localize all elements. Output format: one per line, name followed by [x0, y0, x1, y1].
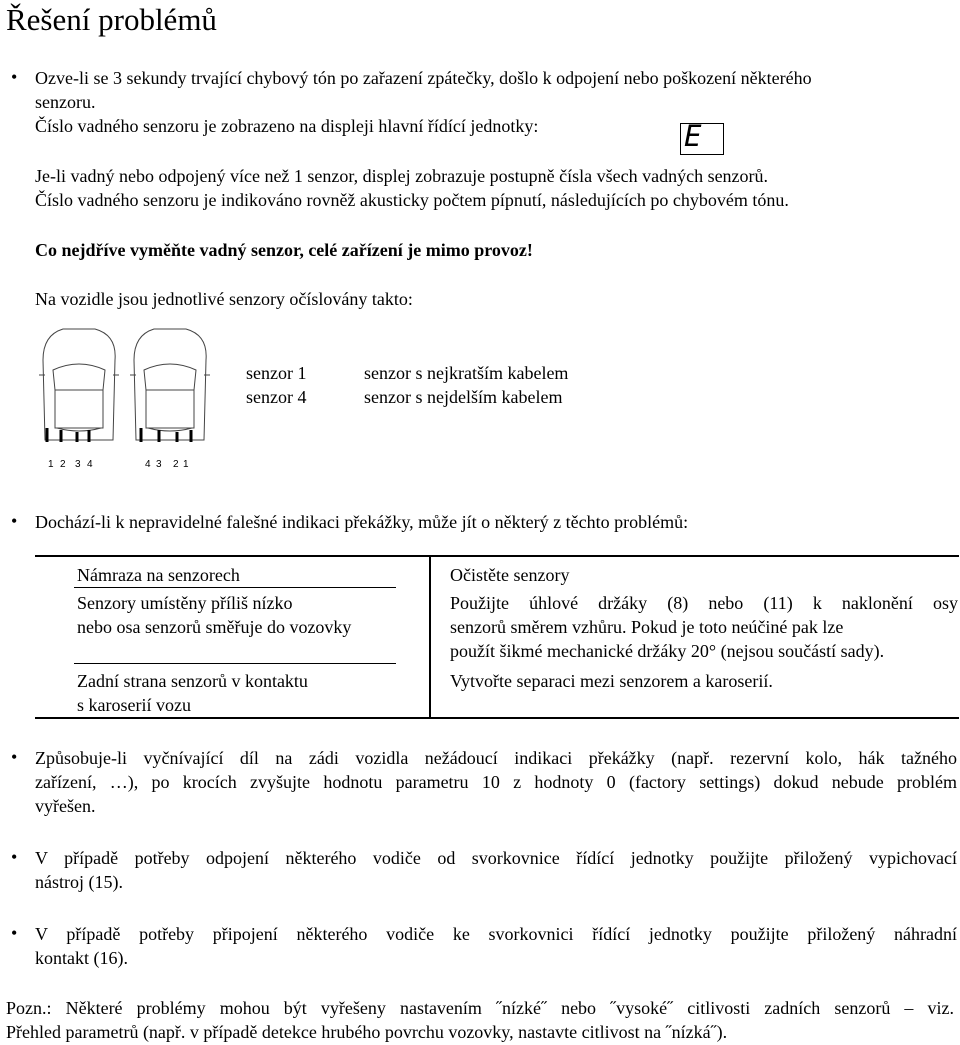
bullet-marker: •: [11, 847, 18, 867]
table-cell-problem: Námraza na senzorech: [77, 565, 240, 585]
sensor-number-label: 2: [60, 459, 66, 470]
paragraph-line: zařízení, …), po krocích zvyšujte hodnotu parametru 10 z hodnoty 0 (factory settings) dokud nebude problém: [35, 772, 957, 792]
warning-text: Co nejdříve vyměňte vadný senzor, celé zařízení je mimo provoz!: [35, 240, 533, 260]
paragraph-line: Dochází-li k nepravidelné falešné indikaci překážky, může jít o některý z těchto problémů:: [35, 512, 689, 532]
bullet-marker: •: [11, 511, 18, 531]
paragraph-line: senzoru.: [35, 92, 96, 112]
problem-table: [35, 555, 959, 719]
note-line: Přehled parametrů (např. v případě detekce hrubého povrchu vozovky, nastavte citlivost na ˝nízká˝).: [6, 1022, 728, 1042]
row-separator: [74, 663, 396, 664]
sensor-number-label: 1: [48, 459, 54, 470]
sensor-number-label: 3: [156, 459, 162, 470]
table-cell-solution: Očistěte senzory: [450, 565, 570, 585]
table-cell-solution: Vytvořte separaci mezi senzorem a karoserií.: [450, 671, 773, 691]
car-diagram: [35, 320, 210, 450]
row-separator: [74, 587, 396, 588]
table-cell-problem: Senzory umístěny příliš nízko: [77, 593, 293, 613]
page-title: Řešení problémů: [6, 2, 217, 37]
display-text: E: [684, 123, 702, 153]
paragraph-line: Způsobuje-li vyčnívající díl na zádi vozidla nežádoucí indikaci překážky (např. rezervní kolo, hák tažného: [35, 748, 957, 768]
table-divider: [429, 555, 431, 719]
sensor-legend-desc: senzor s nejdelším kabelem: [364, 387, 563, 407]
table-cell-problem: s karoserií vozu: [77, 695, 191, 715]
table-cell-solution: senzorů směrem vzhůru. Pokud je toto neúčiné pak lze: [450, 617, 844, 637]
bullet-marker: •: [11, 923, 18, 943]
table-cell-problem: nebo osa senzorů směřuje do vozovky: [77, 617, 352, 637]
paragraph-line: Číslo vadného senzoru je indikováno rovněž akusticky počtem pípnutí, následujících po chybovém tónu.: [35, 190, 789, 210]
paragraph-line: Ozve-li se 3 sekundy trvající chybový tón po zařazení zpátečky, došlo k odpojení nebo poškození některého: [35, 68, 812, 88]
sensor-number-label: 4: [87, 459, 93, 470]
paragraph-line: V případě potřeby připojení některého vodiče ke svorkovnici řídící jednotky použijte přiložený náhradní: [35, 924, 957, 944]
table-cell-solution: Použijte úhlové držáky (8) nebo (11) k naklonění osy: [450, 593, 958, 613]
sensor-number-label: 4: [145, 459, 151, 470]
table-border-top: [35, 555, 959, 557]
sensor-legend-desc: senzor s nejkratším kabelem: [364, 363, 569, 383]
table-border-bottom: [35, 717, 959, 719]
table-cell-solution: použít šikmé mechanické držáky 20° (nejsou součástí sady).: [450, 641, 885, 661]
sensor-legend-name: senzor 1: [246, 363, 307, 383]
paragraph-line: nástroj (15).: [35, 872, 123, 892]
car-right-outline: [134, 329, 206, 440]
note-line: Pozn.: Některé problémy mohou být vyřešeny nastavením ˝nízké˝ nebo ˝vysoké˝ citlivosti zadních senzorů – viz.: [6, 998, 954, 1018]
bullet-marker: •: [11, 747, 18, 767]
paragraph-line: V případě potřeby odpojení některého vodiče od svorkovnice řídící jednotky použijte přiložený vypichovací: [35, 848, 957, 868]
sensor-legend-name: senzor 4: [246, 387, 307, 407]
table-cell-problem: Zadní strana senzorů v kontaktu: [77, 671, 308, 691]
bullet-marker: •: [11, 67, 18, 87]
paragraph-line: kontakt (16).: [35, 948, 128, 968]
paragraph-line: Na vozidle jsou jednotlivé senzory očíslovány takto:: [35, 289, 413, 309]
sensor-number-label: 1: [183, 459, 189, 470]
paragraph-line: Číslo vadného senzoru je zobrazeno na displeji hlavní řídící jednotky:: [35, 116, 539, 136]
sensor-number-label: 2: [173, 459, 179, 470]
paragraph-line: vyřešen.: [35, 796, 96, 816]
paragraph-line: Je-li vadný nebo odpojený více než 1 senzor, displej zobrazuje postupně čísla všech vadných senzorů.: [35, 166, 769, 186]
display-indicator: [680, 123, 724, 155]
sensor-number-label: 3: [75, 459, 81, 470]
car-left-outline: [43, 329, 115, 440]
